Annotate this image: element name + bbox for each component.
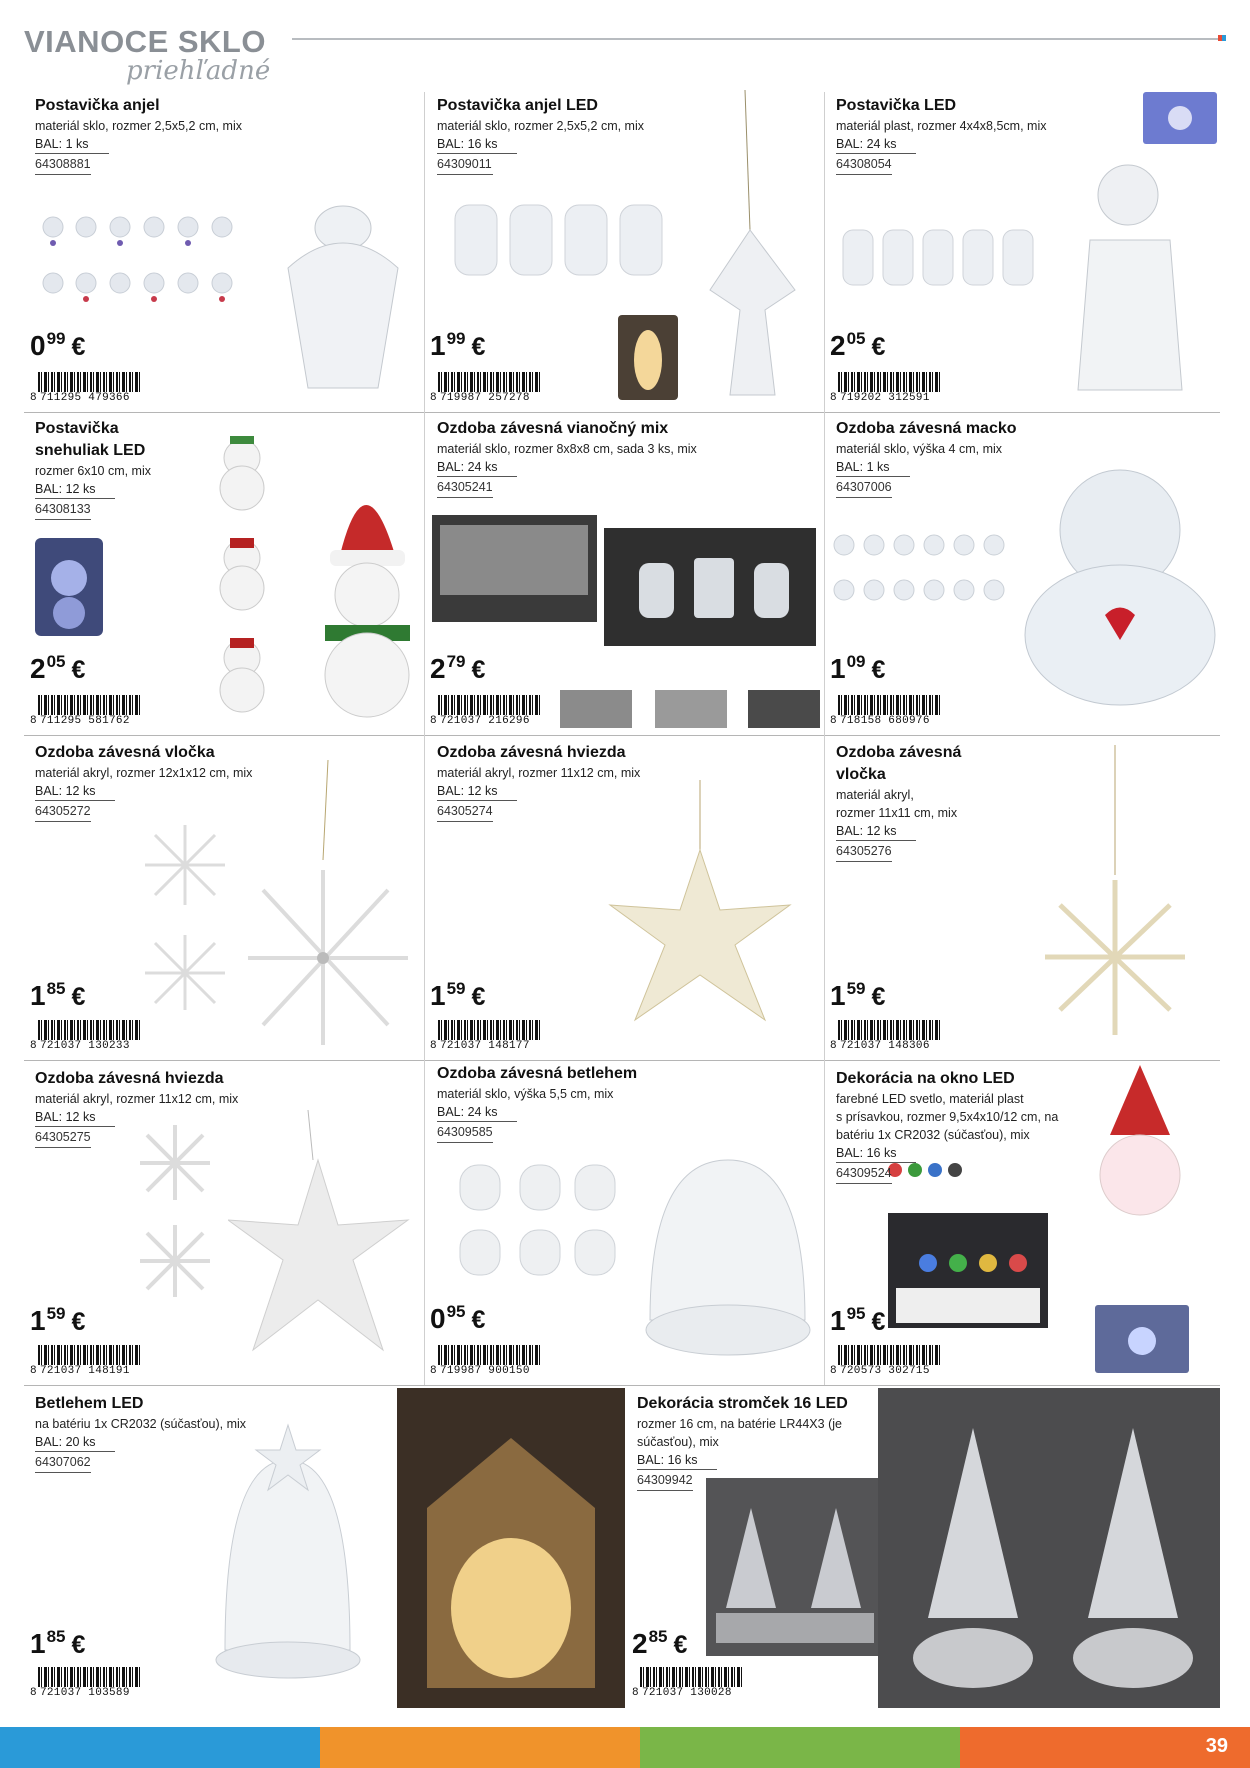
product-price — [830, 1305, 885, 1337]
product-package: BAL: 12 ks — [437, 782, 517, 801]
price-cents: 59 — [46, 1304, 66, 1323]
product-barcode — [30, 1345, 142, 1379]
barcode-bars — [838, 372, 942, 392]
barcode-number: 718158 680976 — [840, 715, 930, 727]
acrylic-snowflake-ornament-image — [1040, 745, 1190, 1045]
barcode-digit: 8 — [830, 392, 837, 404]
price-integer: 2 — [632, 1628, 648, 1659]
currency-symbol: € — [71, 983, 86, 1011]
barcode-digit: 8 — [30, 1687, 37, 1699]
product-barcode — [830, 695, 942, 729]
product-barcode — [30, 1020, 142, 1054]
catalog-subtitle: priehľadné — [126, 56, 271, 86]
product-description: materiál akryl, rozmer 11x12 cm, mix — [437, 766, 641, 780]
barcode-bars — [38, 1020, 142, 1040]
product-name: Ozdoba závesná hviezda — [437, 744, 626, 761]
glass-angel-image — [268, 198, 418, 398]
product-barcode — [830, 372, 942, 406]
product-description: materiál akryl, rozmer 11x12 cm, mix — [35, 1092, 239, 1106]
barcode-number: 720573 302715 — [840, 1365, 930, 1377]
snowflake-ornaments-image — [140, 825, 230, 1015]
row-divider — [24, 412, 1220, 413]
product-description: materiál plast, rozmer 4x4x8,5cm, mix — [836, 119, 1047, 133]
barcode-digit: 8 — [632, 1687, 639, 1699]
product-name: Ozdoba závesná vianočný mix — [437, 420, 669, 437]
product-package: BAL: 1 ks — [836, 458, 910, 477]
column-divider — [424, 92, 425, 1385]
product-price — [430, 330, 485, 362]
barcode-number: 719987 900150 — [440, 1365, 530, 1377]
price-integer: 1 — [830, 1305, 846, 1336]
barcode-number: 711295 581762 — [40, 715, 130, 727]
product-price — [830, 653, 885, 685]
red-hat-snowman-ornament-image — [310, 445, 420, 720]
product-package: BAL: 24 ks — [437, 1103, 517, 1122]
product-name: Ozdoba závesná hviezda — [35, 1070, 224, 1087]
barcode-bars — [838, 695, 942, 715]
barcode-digit: 8 — [430, 715, 437, 727]
price-cents: 05 — [846, 329, 866, 348]
product-ozdoba-macko — [836, 418, 1136, 498]
product-price — [830, 980, 885, 1012]
row-divider — [24, 735, 1220, 736]
barcode-bars — [38, 1345, 142, 1365]
product-ozdoba-vlocka — [35, 742, 415, 822]
product-code: 64307006 — [836, 477, 892, 498]
product-code: 64309585 — [437, 1122, 493, 1143]
price-integer: 2 — [430, 653, 446, 684]
barcode-bars — [438, 372, 542, 392]
product-barcode — [830, 1020, 942, 1054]
product-name: Ozdoba závesná betlehem — [437, 1065, 638, 1082]
lit-angel-image — [618, 315, 678, 400]
product-name: Postavička anjel LED — [437, 97, 598, 114]
price-cents: 99 — [446, 329, 466, 348]
price-integer: 1 — [30, 1305, 46, 1336]
product-price — [30, 330, 85, 362]
product-code: 64305276 — [836, 841, 892, 862]
barcode-digit: 8 — [830, 715, 837, 727]
barcode-digit: 8 — [30, 1040, 37, 1052]
product-description: na batériu 1x CR2032 (súčasťou), mix — [35, 1417, 247, 1431]
product-price — [830, 330, 885, 362]
price-cents: 59 — [846, 979, 866, 998]
barcode-number: 721037 130028 — [642, 1687, 732, 1699]
barcode-bars — [38, 372, 142, 392]
product-barcode — [430, 695, 542, 729]
price-cents: 95 — [846, 1304, 866, 1323]
currency-symbol: € — [471, 1306, 486, 1334]
price-cents: 99 — [46, 329, 66, 348]
product-price — [430, 653, 485, 685]
barcode-digit: 8 — [830, 1040, 837, 1052]
product-ozdoba-vianocny-mix — [437, 418, 817, 498]
catalog-title: VIANOCE SKLO — [24, 24, 266, 59]
price-cents: 95 — [446, 1302, 466, 1321]
footer-strip-green — [640, 1727, 960, 1768]
product-price — [30, 1305, 85, 1337]
product-barcode — [830, 1345, 942, 1379]
product-description: materiál akryl, rozmer 12x1x12 cm, mix — [35, 766, 253, 780]
header-divider — [292, 38, 1220, 40]
price-cents: 79 — [446, 652, 466, 671]
led-figurine-lit-image — [1143, 92, 1217, 144]
row-divider — [24, 1060, 1220, 1061]
product-code: 64308133 — [35, 499, 91, 520]
product-description: materiál akryl, rozmer 11x11 cm, mix — [836, 788, 958, 820]
product-code: 64309524 — [836, 1163, 892, 1184]
product-name: Ozdoba závesná macko — [836, 420, 1017, 437]
price-cents: 85 — [648, 1627, 668, 1646]
product-price — [30, 653, 85, 685]
barcode-number: 711295 479366 — [40, 392, 130, 404]
product-description: materiál sklo, rozmer 2,5x5,2 cm, mix — [35, 119, 242, 133]
footer-strip-blue — [0, 1727, 320, 1768]
product-package: BAL: 12 ks — [836, 822, 916, 841]
product-betlehem-led — [35, 1393, 335, 1473]
ornament-gift-box-image — [604, 528, 816, 646]
price-integer: 2 — [830, 330, 846, 361]
price-integer: 1 — [430, 980, 446, 1011]
product-barcode — [632, 1667, 744, 1701]
product-ozdoba-vlocka-11 — [836, 742, 1036, 862]
ornament-boxes-strip-image — [560, 690, 820, 728]
barcode-bars — [38, 695, 142, 715]
product-price — [430, 980, 485, 1012]
led-figurines-image — [838, 215, 1058, 290]
angel-figurines-image — [38, 205, 253, 310]
barcode-digit: 8 — [30, 715, 37, 727]
barcode-bars — [438, 1020, 542, 1040]
price-integer: 2 — [30, 653, 46, 684]
product-description: materiál sklo, rozmer 2,5x5,2 cm, mix — [437, 119, 644, 133]
price-integer: 1 — [830, 980, 846, 1011]
product-barcode — [30, 372, 142, 406]
barcode-number: 721037 103589 — [40, 1687, 130, 1699]
currency-symbol: € — [871, 1308, 886, 1336]
product-price — [632, 1628, 687, 1660]
product-package: BAL: 12 ks — [35, 782, 115, 801]
product-barcode — [430, 372, 542, 406]
product-description: farebné LED svetlo, materiál plast s prísavkou, rozmer 9,5x4x10/12 cm, na batériu 1x CR2032 (súčasťou), mix — [836, 1092, 1059, 1142]
currency-symbol: € — [71, 1631, 86, 1659]
product-postavicka-anjel — [35, 95, 415, 175]
product-code: 64309011 — [437, 154, 493, 175]
product-price — [30, 1628, 85, 1660]
product-description: materiál sklo, rozmer 8x8x8 cm, sada 3 ks, mix — [437, 442, 697, 456]
barcode-digit: 8 — [830, 1365, 837, 1377]
product-package: BAL: 24 ks — [437, 458, 517, 477]
led-display-box-image — [888, 1213, 1048, 1328]
product-description: rozmer 16 cm, na batérie LR44X3 (je súčasťou), mix — [637, 1417, 842, 1449]
product-name: Ozdoba závesná vločka — [836, 744, 962, 783]
price-integer: 1 — [30, 1628, 46, 1659]
product-ozdoba-hviezda — [437, 742, 817, 822]
product-postavicka-led — [836, 95, 1136, 175]
product-code: 64307062 — [35, 1452, 91, 1473]
product-name: Dekorácia na okno LED — [836, 1070, 1015, 1087]
product-code: 64309942 — [637, 1470, 693, 1491]
currency-symbol: € — [471, 656, 486, 684]
barcode-number: 721037 216296 — [440, 715, 530, 727]
led-trees-photo — [706, 1478, 884, 1656]
price-integer: 1 — [830, 653, 846, 684]
price-cents: 59 — [446, 979, 466, 998]
led-trees-large-photo — [878, 1388, 1220, 1708]
price-cents: 85 — [46, 979, 66, 998]
product-dekoracia-stromcek-16-led — [637, 1393, 882, 1491]
barcode-bars — [640, 1667, 744, 1687]
price-integer: 1 — [30, 980, 46, 1011]
product-name: Dekorácia stromček 16 LED — [637, 1395, 848, 1412]
ornament-display-box-image — [432, 515, 597, 622]
led-window-decoration-lit-image — [1095, 1305, 1189, 1373]
snowman-window-decoration-image — [1065, 1065, 1215, 1235]
product-dekoracia-na-okno-led — [836, 1068, 1076, 1184]
product-name: Postavička LED — [836, 97, 957, 114]
product-package: BAL: 12 ks — [35, 480, 115, 499]
product-ozdoba-hviezda-2 — [35, 1068, 415, 1148]
led-nativity-lit-photo — [397, 1388, 625, 1708]
price-integer: 0 — [30, 330, 46, 361]
teddy-ornaments-image — [832, 530, 1012, 610]
nativity-ornaments-image — [455, 1160, 625, 1280]
barcode-number: 719202 312591 — [840, 392, 930, 404]
product-name: Postavička anjel — [35, 97, 160, 114]
snowman-glass-figure-image — [1070, 150, 1190, 395]
currency-symbol: € — [673, 1631, 688, 1659]
product-code: 64305275 — [35, 1127, 91, 1148]
barcode-number: 721037 148306 — [840, 1040, 930, 1052]
currency-symbol: € — [471, 983, 486, 1011]
product-code: 64305274 — [437, 801, 493, 822]
product-description: materiál sklo, výška 4 cm, mix — [836, 442, 1003, 456]
footer-strip-orange — [320, 1727, 640, 1768]
barcode-bars — [438, 695, 542, 715]
price-cents: 05 — [46, 652, 66, 671]
barcode-bars — [38, 1667, 142, 1687]
glass-nativity-ornament-image — [640, 1140, 815, 1360]
price-integer: 0 — [430, 1303, 446, 1334]
barcode-number: 719987 257278 — [440, 392, 530, 404]
currency-symbol: € — [871, 983, 886, 1011]
price-integer: 1 — [430, 330, 446, 361]
product-code: 64308054 — [836, 154, 892, 175]
led-angels-image — [445, 195, 675, 285]
product-postavicka-snehuliak-led — [35, 418, 215, 520]
barcode-bars — [838, 1020, 942, 1040]
product-code: 64305272 — [35, 801, 91, 822]
price-cents: 09 — [846, 652, 866, 671]
row-divider — [24, 1385, 1220, 1386]
product-package: BAL: 16 ks — [836, 1144, 916, 1163]
product-barcode — [30, 695, 142, 729]
snowmen-image — [212, 428, 272, 718]
product-price — [30, 980, 85, 1012]
currency-symbol: € — [71, 333, 86, 361]
column-divider — [824, 92, 825, 1385]
currency-symbol: € — [871, 656, 886, 684]
led-snowman-lit-image — [35, 538, 103, 636]
barcode-number: 721037 148191 — [40, 1365, 130, 1377]
product-package: BAL: 16 ks — [437, 135, 517, 154]
product-package: BAL: 20 ks — [35, 1433, 115, 1452]
barcode-number: 721037 148177 — [440, 1040, 530, 1052]
barcode-digit: 8 — [30, 392, 37, 404]
product-description: materiál sklo, výška 5,5 cm, mix — [437, 1087, 614, 1101]
barcode-digit: 8 — [30, 1365, 37, 1377]
barcode-bars — [838, 1345, 942, 1365]
product-package: BAL: 1 ks — [35, 135, 109, 154]
brand-mark-icon — [1222, 35, 1226, 41]
barcode-number: 721037 130233 — [40, 1040, 130, 1052]
product-code: 64308881 — [35, 154, 91, 175]
star-ornaments-image — [135, 1125, 215, 1300]
currency-symbol: € — [71, 1308, 86, 1336]
product-name: Postavička snehuliak LED — [35, 420, 146, 459]
product-package: BAL: 16 ks — [637, 1451, 717, 1470]
product-name: Betlehem LED — [35, 1395, 144, 1412]
product-price — [430, 1303, 485, 1335]
currency-symbol: € — [471, 333, 486, 361]
price-cents: 85 — [46, 1627, 66, 1646]
page-number: 39 — [1205, 1735, 1228, 1757]
product-name: Ozdoba závesná vločka — [35, 744, 215, 761]
product-code: 64305241 — [437, 477, 493, 498]
barcode-digit: 8 — [430, 1040, 437, 1052]
product-postavicka-anjel-led — [437, 95, 817, 175]
product-barcode — [430, 1345, 542, 1379]
product-barcode — [30, 1667, 142, 1701]
barcode-digit: 8 — [430, 1365, 437, 1377]
product-package: BAL: 12 ks — [35, 1108, 115, 1127]
product-ozdoba-betlehem — [437, 1063, 817, 1143]
barcode-digit: 8 — [430, 392, 437, 404]
product-description: rozmer 6x10 cm, mix — [35, 464, 151, 478]
currency-symbol: € — [871, 333, 886, 361]
product-package: BAL: 24 ks — [836, 135, 916, 154]
product-barcode — [430, 1020, 542, 1054]
barcode-bars — [438, 1345, 542, 1365]
currency-symbol: € — [71, 656, 86, 684]
